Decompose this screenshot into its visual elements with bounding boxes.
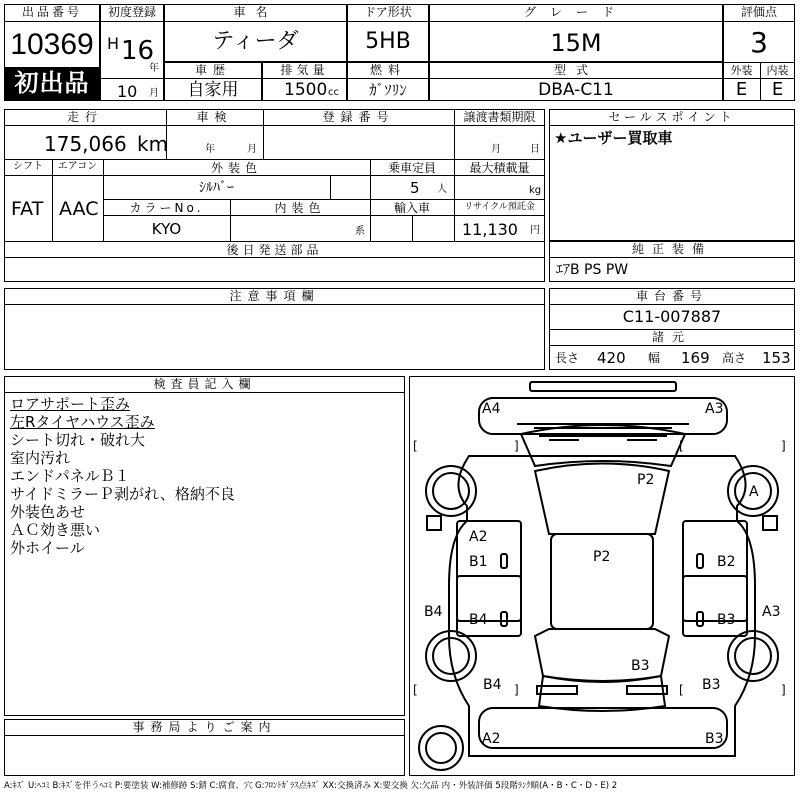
inspection-year-unit: 年 bbox=[205, 144, 215, 155]
car-diagram bbox=[409, 376, 795, 776]
mileage: 175,066 bbox=[44, 132, 127, 156]
damage-mark: B4 bbox=[469, 612, 488, 628]
transfer-day-unit: 日 bbox=[530, 144, 540, 155]
fuel: ｶﾞｿﾘﾝ bbox=[369, 81, 407, 99]
score-label: 評価点 bbox=[740, 5, 777, 19]
legend: A:ｷｽﾞ U:ﾍｺﾐ B:ｷｽﾞを伴うﾍｺﾐ P:要塗装 W:補修跡 S:錆 C:腐食、穴 G:ﾌﾛﾝﾄｶﾞﾗｽ点ｷｽﾞ XX:交換済み X:要交換 欠:欠品 内・外装評価 5段階ﾗﾝｸ順(A・B・C・D・E) 2 bbox=[4, 781, 618, 791]
damage-mark: A2 bbox=[482, 731, 501, 747]
first-listing-badge: 初出品 bbox=[5, 67, 99, 100]
displacement-unit: cc bbox=[328, 87, 339, 98]
sales-text: ★ユーザー買取車 bbox=[554, 129, 673, 147]
model-label: 型式 bbox=[553, 63, 598, 77]
door: 5HB bbox=[365, 29, 411, 54]
damage-mark: P2 bbox=[637, 472, 655, 488]
bracket: [ bbox=[413, 439, 418, 453]
color-no-label: カラーNo. bbox=[129, 201, 204, 215]
damage-mark: A bbox=[749, 484, 759, 500]
damage-mark: B3 bbox=[717, 612, 736, 628]
load-unit: kg bbox=[529, 185, 542, 196]
car-name: ティーダ bbox=[212, 29, 299, 54]
equipment-text: ｴｱB PS PW bbox=[556, 262, 629, 278]
history: 自家用 bbox=[187, 80, 239, 100]
month-unit: 月 bbox=[149, 88, 159, 99]
notes-label: 注意事項欄 bbox=[229, 289, 320, 303]
ext-color-label: 外装色 bbox=[210, 161, 262, 175]
int-color-unit: 系 bbox=[355, 226, 365, 237]
displacement-label: 排気量 bbox=[280, 63, 329, 77]
car-name-label: 車名 bbox=[233, 5, 278, 19]
damage-mark: A2 bbox=[469, 529, 488, 545]
length-label: 長さ bbox=[555, 351, 580, 365]
length: 420 bbox=[597, 349, 626, 367]
recycle-unit: 円 bbox=[530, 225, 540, 236]
damage-mark: B3 bbox=[702, 677, 721, 693]
inspector-line: 外ホイール bbox=[10, 539, 85, 557]
transfer-month-unit: 月 bbox=[491, 144, 501, 155]
ext-color: ｼﾙﾊﾞｰ bbox=[199, 180, 234, 196]
inspector-line: 左Rタイヤハウス歪み bbox=[10, 413, 155, 431]
inspector-notes bbox=[10, 395, 235, 557]
chassis-number: C11-007887 bbox=[622, 307, 722, 326]
mileage-label: 走行 bbox=[66, 110, 103, 124]
height: 153 bbox=[762, 349, 791, 367]
displacement: 1500 bbox=[284, 80, 328, 100]
reg-no-label: 登録番号 bbox=[322, 110, 395, 124]
import-label: 輸入車 bbox=[393, 201, 430, 215]
width: 169 bbox=[681, 349, 710, 367]
ac: AAC bbox=[59, 198, 99, 220]
lot-number: 10369 bbox=[10, 28, 94, 61]
dims-label: 諸元 bbox=[651, 330, 692, 344]
grade: 15M bbox=[550, 29, 602, 57]
sales-label: セールスポイント bbox=[608, 110, 736, 124]
fuel-label: 燃料 bbox=[369, 63, 406, 77]
ac-label: エアコン bbox=[57, 161, 98, 172]
int-color-label: 内装色 bbox=[274, 201, 326, 215]
int-label: 内装 bbox=[766, 64, 789, 77]
inspector-label: 検査員記入欄 bbox=[153, 377, 256, 391]
bracket: [ bbox=[413, 683, 418, 697]
inspector-line: 外装色あせ bbox=[10, 503, 86, 521]
damage-mark: A4 bbox=[482, 401, 501, 417]
load-label: 最大積載量 bbox=[469, 161, 530, 175]
inspector-line: 室内汚れ bbox=[10, 449, 71, 467]
equipment-label: 純正装備 bbox=[631, 242, 712, 256]
door-label: ドア形状 bbox=[364, 5, 412, 19]
bracket: [ bbox=[679, 683, 684, 697]
damage-mark: B2 bbox=[717, 554, 736, 570]
chassis-label: 車台番号 bbox=[635, 289, 708, 303]
shift-label: シフト bbox=[13, 161, 43, 172]
capacity-label: 乗車定員 bbox=[387, 161, 436, 175]
bracket: ] bbox=[514, 683, 519, 697]
score: 3 bbox=[750, 26, 768, 59]
inspection-month-unit: 月 bbox=[247, 144, 257, 155]
inspector-line: ロアサポート歪み bbox=[10, 395, 131, 413]
color-no: KYO bbox=[151, 220, 182, 238]
damage-mark: B4 bbox=[483, 677, 502, 693]
history-label: 車歴 bbox=[194, 63, 231, 77]
lot-label: 出品番号 bbox=[21, 5, 82, 19]
damage-mark: P2 bbox=[593, 549, 611, 565]
model: DBA-C11 bbox=[538, 80, 614, 100]
parts-label: 後日発送部品 bbox=[226, 243, 323, 257]
height-label: 高さ bbox=[722, 351, 747, 365]
bracket: [ bbox=[679, 439, 684, 453]
capacity-unit: 人 bbox=[437, 184, 447, 195]
inspector-line: ＡＣ効き悪い bbox=[10, 521, 101, 539]
damage-mark: B1 bbox=[469, 554, 488, 570]
inspection-label: 車検 bbox=[196, 110, 233, 124]
transfer-label: 譲渡書類期限 bbox=[463, 110, 536, 124]
damage-mark: B3 bbox=[705, 731, 724, 747]
era: H bbox=[107, 34, 120, 53]
mileage-unit: km bbox=[137, 132, 169, 156]
bracket: ] bbox=[781, 439, 786, 453]
damage-mark: B4 bbox=[424, 604, 443, 620]
inspector-line: シート切れ・破れ大 bbox=[10, 431, 146, 449]
inspector-line: エンドパネルＢ１ bbox=[10, 467, 130, 485]
damage-mark: A3 bbox=[705, 401, 724, 417]
inspector-line: サイドミラーＰ剥がれ、格納不良 bbox=[10, 485, 235, 503]
year: 16 bbox=[121, 36, 155, 66]
recycle-label: リサイクル預託金 bbox=[464, 202, 535, 212]
damage-mark: A3 bbox=[762, 604, 781, 620]
damage-mark: B3 bbox=[631, 658, 650, 674]
bracket: ] bbox=[514, 439, 519, 453]
year-unit: 年 bbox=[149, 63, 159, 74]
grade-label: グレード bbox=[523, 5, 628, 19]
width-label: 幅 bbox=[648, 351, 661, 365]
bracket: ] bbox=[781, 683, 786, 697]
shift: FAT bbox=[11, 198, 44, 220]
office-label: 事務局よりご案内 bbox=[132, 720, 277, 734]
int-score: E bbox=[771, 79, 784, 100]
capacity: 5 bbox=[410, 179, 420, 197]
recycle: 11,130 bbox=[462, 220, 518, 239]
first-reg-label: 初度登録 bbox=[107, 5, 156, 19]
month: 10 bbox=[117, 82, 138, 101]
ext-label: 外装 bbox=[730, 64, 753, 77]
ext-score: E bbox=[735, 79, 748, 100]
